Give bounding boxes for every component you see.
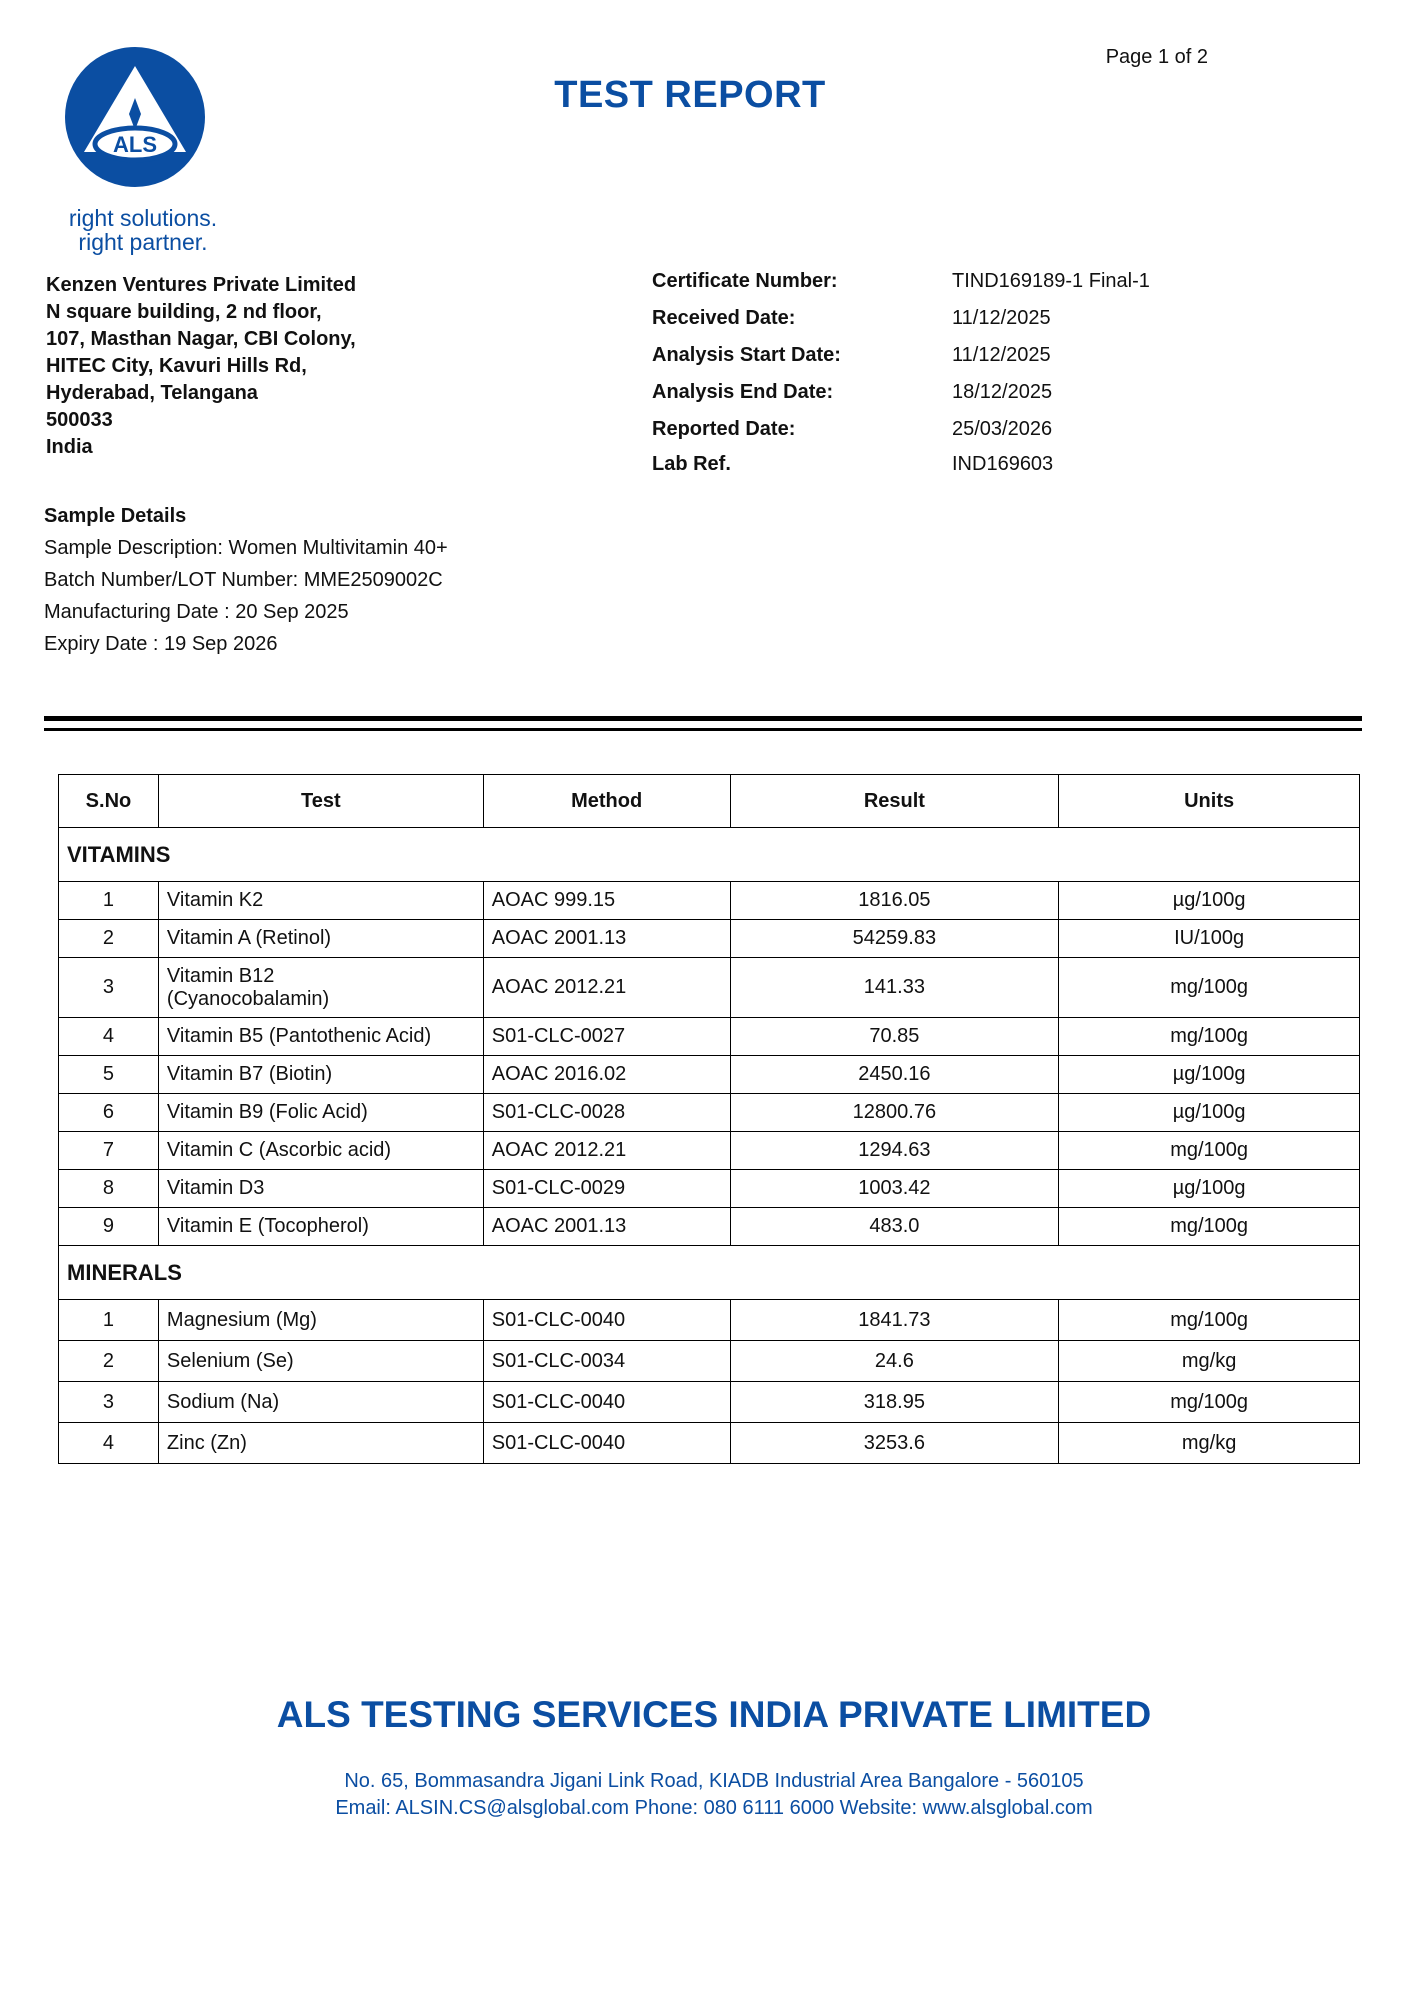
cell-unit: mg/100g bbox=[1059, 1208, 1360, 1246]
table-row bbox=[59, 1382, 1360, 1423]
cell-method: AOAC 2016.02 bbox=[483, 1056, 730, 1094]
cert-value: TIND169189-1 Final-1 bbox=[952, 270, 1150, 292]
cell-test: Vitamin B7 (Biotin) bbox=[158, 1056, 483, 1094]
sample-line: Expiry Date : 19 Sep 2026 bbox=[44, 633, 278, 655]
cell-unit: mg/100g bbox=[1059, 958, 1360, 1018]
cell-method: S01-CLC-0040 bbox=[483, 1382, 730, 1423]
cell-method: AOAC 2012.21 bbox=[483, 1132, 730, 1170]
cell-test: Vitamin K2 bbox=[158, 882, 483, 920]
cell-test: Magnesium (Mg) bbox=[158, 1300, 483, 1341]
cell-sno: 2 bbox=[59, 920, 159, 958]
cert-label: Received Date: bbox=[652, 307, 796, 329]
results-table bbox=[58, 774, 1360, 1464]
cell-sno: 6 bbox=[59, 1094, 159, 1132]
cell-result: 141.33 bbox=[730, 958, 1059, 1018]
cert-value: IND169603 bbox=[952, 453, 1054, 475]
table-row bbox=[59, 958, 1360, 1018]
sample-details-title: Sample Details bbox=[44, 505, 187, 527]
table-row bbox=[59, 1423, 1360, 1464]
cell-test: Vitamin B5 (Pantothenic Acid) bbox=[158, 1018, 483, 1056]
cell-sno: 5 bbox=[59, 1056, 159, 1094]
cell-method: S01-CLC-0040 bbox=[483, 1423, 730, 1464]
section-label: VITAMINS bbox=[59, 828, 1360, 882]
section-label: MINERALS bbox=[59, 1246, 1360, 1300]
cell-unit: IU/100g bbox=[1059, 920, 1360, 958]
cert-value: 11/12/2025 bbox=[952, 344, 1051, 366]
table-row bbox=[59, 920, 1360, 958]
cell-sno: 2 bbox=[59, 1341, 159, 1382]
table-row bbox=[59, 1208, 1360, 1246]
cert-label: Analysis End Date: bbox=[652, 381, 834, 403]
cell-method: AOAC 2001.13 bbox=[483, 1208, 730, 1246]
cert-label: Reported Date: bbox=[652, 418, 796, 440]
cell-result: 1294.63 bbox=[730, 1132, 1059, 1170]
divider bbox=[44, 716, 1362, 721]
cell-result: 70.85 bbox=[730, 1018, 1059, 1056]
footer-contact: Email: ALSIN.CS@alsglobal.com Phone: 080 6111 6000 Website: www.alsglobal.com bbox=[335, 1797, 1093, 1819]
cell-sno: 8 bbox=[59, 1170, 159, 1208]
table-row bbox=[59, 1132, 1360, 1170]
section-row-minerals bbox=[59, 1246, 1360, 1300]
cell-unit: µg/100g bbox=[1059, 882, 1360, 920]
cert-label: Analysis Start Date: bbox=[652, 344, 841, 366]
cell-test: Vitamin B9 (Folic Acid) bbox=[158, 1094, 483, 1132]
cell-unit: mg/100g bbox=[1059, 1132, 1360, 1170]
column-header: Test bbox=[158, 775, 483, 828]
column-header: S.No bbox=[59, 775, 159, 828]
page-title: TEST REPORT bbox=[554, 74, 826, 116]
column-header: Method bbox=[483, 775, 730, 828]
cell-sno: 7 bbox=[59, 1132, 159, 1170]
column-header: Units bbox=[1059, 775, 1360, 828]
cell-result: 318.95 bbox=[730, 1382, 1059, 1423]
address-line: HITEC City, Kavuri Hills Rd, bbox=[46, 355, 307, 377]
cell-test: Vitamin C (Ascorbic acid) bbox=[158, 1132, 483, 1170]
cell-unit: mg/100g bbox=[1059, 1382, 1360, 1423]
als-logo-icon bbox=[64, 46, 206, 188]
cell-result: 12800.76 bbox=[730, 1094, 1059, 1132]
cert-label: Lab Ref. bbox=[652, 453, 731, 475]
section-row-vitamins bbox=[59, 828, 1360, 882]
tagline-line-1: right solutions. bbox=[68, 205, 218, 231]
cell-method: AOAC 999.15 bbox=[483, 882, 730, 920]
address-line: Kenzen Ventures Private Limited bbox=[46, 274, 357, 296]
cell-sno: 1 bbox=[59, 1300, 159, 1341]
table-row bbox=[59, 1341, 1360, 1382]
cell-sno: 1 bbox=[59, 882, 159, 920]
address-line: Hyderabad, Telangana bbox=[46, 382, 258, 404]
als-logo bbox=[64, 46, 206, 188]
cell-sno: 9 bbox=[59, 1208, 159, 1246]
cell-sno: 4 bbox=[59, 1018, 159, 1056]
cell-test-line: Vitamin B12 bbox=[166, 964, 275, 987]
cell-method: S01-CLC-0034 bbox=[483, 1341, 730, 1382]
cell-unit: µg/100g bbox=[1059, 1056, 1360, 1094]
cell-unit: mg/kg bbox=[1059, 1341, 1360, 1382]
cell-result: 2450.16 bbox=[730, 1056, 1059, 1094]
column-header: Result bbox=[730, 775, 1059, 828]
cell-test: Vitamin E (Tocopherol) bbox=[158, 1208, 483, 1246]
tagline-line-2: right partner. bbox=[78, 229, 208, 255]
cell-result: 3253.6 bbox=[730, 1423, 1059, 1464]
divider bbox=[44, 728, 1362, 731]
cell-result: 54259.83 bbox=[730, 920, 1059, 958]
cell-unit: mg/kg bbox=[1059, 1423, 1360, 1464]
cell-test bbox=[158, 958, 483, 1018]
cell-unit: mg/100g bbox=[1059, 1018, 1360, 1056]
cell-unit: mg/100g bbox=[1059, 1300, 1360, 1341]
cell-result: 24.6 bbox=[730, 1341, 1059, 1382]
sample-details bbox=[44, 500, 448, 660]
cell-result: 1003.42 bbox=[730, 1170, 1059, 1208]
cell-method: AOAC 2001.13 bbox=[483, 920, 730, 958]
page-number: Page 1 of 2 bbox=[1105, 46, 1208, 68]
sample-line: Manufacturing Date : 20 Sep 2025 bbox=[44, 601, 349, 623]
address-line: 500033 bbox=[46, 409, 113, 431]
cert-value: 25/03/2026 bbox=[952, 418, 1053, 440]
cell-method: S01-CLC-0029 bbox=[483, 1170, 730, 1208]
cell-test: Zinc (Zn) bbox=[158, 1423, 483, 1464]
tagline bbox=[58, 206, 228, 254]
table-row bbox=[59, 1018, 1360, 1056]
cell-method: S01-CLC-0040 bbox=[483, 1300, 730, 1341]
logo-text: ALS bbox=[113, 132, 157, 157]
cell-test: Selenium (Se) bbox=[158, 1341, 483, 1382]
sample-line: Sample Description: Women Multivitamin 40+ bbox=[44, 537, 448, 559]
cert-label: Certificate Number: bbox=[652, 270, 838, 292]
cell-method: S01-CLC-0028 bbox=[483, 1094, 730, 1132]
cell-test-line: (Cyanocobalamin) bbox=[166, 987, 330, 1010]
table-row bbox=[59, 1300, 1360, 1341]
cell-sno: 3 bbox=[59, 958, 159, 1018]
cell-sno: 3 bbox=[59, 1382, 159, 1423]
cell-method: AOAC 2012.21 bbox=[483, 958, 730, 1018]
cell-unit: µg/100g bbox=[1059, 1094, 1360, 1132]
cell-result: 1841.73 bbox=[730, 1300, 1059, 1341]
address-line: India bbox=[46, 436, 93, 458]
address-line: N square building, 2 nd floor, bbox=[46, 301, 322, 323]
cell-test: Vitamin D3 bbox=[158, 1170, 483, 1208]
client-address bbox=[46, 272, 356, 461]
cell-method: S01-CLC-0027 bbox=[483, 1018, 730, 1056]
table-row bbox=[59, 882, 1360, 920]
cert-value: 18/12/2025 bbox=[952, 381, 1053, 403]
cell-sno: 4 bbox=[59, 1423, 159, 1464]
cell-result: 483.0 bbox=[730, 1208, 1059, 1246]
cell-test: Sodium (Na) bbox=[158, 1382, 483, 1423]
address-line: 107, Masthan Nagar, CBI Colony, bbox=[46, 328, 356, 350]
cell-test: Vitamin A (Retinol) bbox=[158, 920, 483, 958]
cert-value: 11/12/2025 bbox=[952, 307, 1051, 329]
sample-line: Batch Number/LOT Number: MME2509002C bbox=[44, 569, 443, 591]
table-header-row bbox=[59, 775, 1360, 828]
footer-company-name: ALS TESTING SERVICES INDIA PRIVATE LIMITED bbox=[276, 1694, 1152, 1735]
table-row bbox=[59, 1056, 1360, 1094]
table-row bbox=[59, 1094, 1360, 1132]
footer-address: No. 65, Bommasandra Jigani Link Road, KIADB Industrial Area Bangalore - 560105 bbox=[344, 1770, 1084, 1792]
table-row bbox=[59, 1170, 1360, 1208]
cell-result: 1816.05 bbox=[730, 882, 1059, 920]
cell-unit: µg/100g bbox=[1059, 1170, 1360, 1208]
